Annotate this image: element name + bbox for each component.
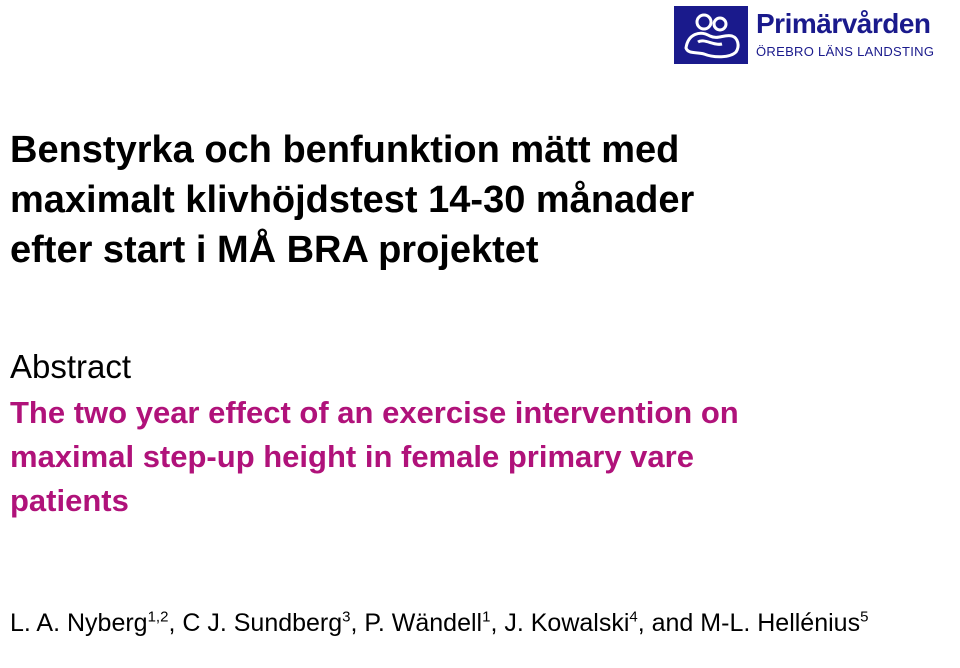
author-list bbox=[10, 608, 950, 638]
author-separator: , bbox=[490, 609, 505, 637]
author-separator: , and bbox=[637, 609, 701, 637]
primarvarden-logo bbox=[674, 6, 956, 64]
author-separator: , bbox=[350, 609, 365, 637]
title-line: maximalt klivhöjdstest 14-30 månader bbox=[10, 179, 695, 221]
author-name: J. Kowalski bbox=[504, 609, 630, 637]
author-affiliation: 5 bbox=[860, 608, 869, 626]
logo-subtitle: ÖREBRO LÄNS LANDSTING bbox=[756, 44, 935, 59]
english-title-line: maximal step-up height in female primary vare bbox=[10, 439, 694, 474]
title-line: Benstyrka och benfunktion mätt med bbox=[10, 129, 680, 171]
author-affiliation: 1 bbox=[482, 608, 491, 626]
people-embrace-icon bbox=[674, 6, 748, 64]
author-separator: , bbox=[168, 609, 183, 637]
english-title-line: The two year effect of an exercise intervention on bbox=[10, 395, 739, 430]
abstract-heading: Abstract bbox=[10, 348, 132, 385]
english-title-line: patients bbox=[10, 483, 129, 518]
author-name: L. A. Nyberg bbox=[10, 609, 148, 637]
author-affiliation: 1,2 bbox=[147, 608, 169, 626]
author-name: P. Wändell bbox=[364, 609, 483, 637]
author-name: C J. Sundberg bbox=[182, 609, 343, 637]
page-title bbox=[10, 125, 910, 275]
author-name: M-L. Hellénius bbox=[700, 609, 861, 637]
english-title bbox=[10, 391, 950, 523]
logo-name: Primärvården bbox=[756, 8, 931, 39]
author-affiliation: 4 bbox=[629, 608, 638, 626]
author-affiliation: 3 bbox=[342, 608, 351, 626]
title-line: efter start i MÅ BRA projektet bbox=[10, 229, 539, 271]
